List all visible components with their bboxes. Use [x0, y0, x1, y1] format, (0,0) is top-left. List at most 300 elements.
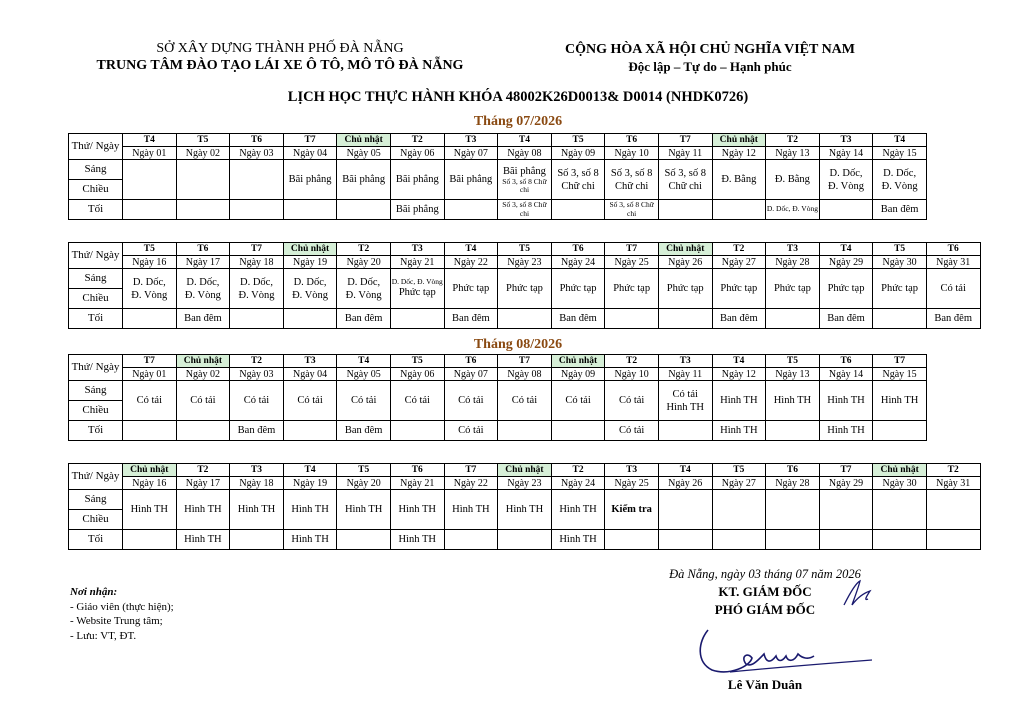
night-session-cell [498, 309, 552, 329]
recipient-item: - Lưu: VT, ĐT. [70, 629, 137, 642]
nation-motto: Độc lập – Tự do – Hạnh phúc [628, 59, 792, 74]
night-session-cell: Ban đêm [926, 309, 980, 329]
date-cell: Ngày 29 [819, 477, 873, 490]
org-name: TRUNG TÂM ĐÀO TẠO LÁI XE Ô TÔ, MÔ TÔ ĐÀ NẴNG [96, 58, 464, 73]
day-of-week-cell: T3 [766, 243, 820, 256]
night-session-cell [766, 421, 820, 441]
night-session-cell: Ban đêm [819, 309, 873, 329]
dow-row [69, 464, 981, 477]
day-of-week-cell: T3 [230, 464, 284, 477]
night-session-cell [658, 530, 712, 550]
session-cell [176, 160, 230, 200]
date-cell: Ngày 06 [390, 147, 444, 160]
session-cell [873, 490, 927, 530]
day-of-week-cell: T5 [551, 134, 605, 147]
night-session-cell [444, 530, 498, 550]
day-of-week-cell: Chủ nhật [498, 464, 552, 477]
session-cell [337, 160, 391, 200]
night-session-cell [605, 530, 659, 550]
date-cell: Ngày 19 [283, 477, 337, 490]
session-text: Phức tạp [506, 283, 543, 294]
day-of-week-cell: T6 [819, 355, 873, 368]
national-header [540, 41, 880, 75]
night-session-cell [283, 200, 337, 220]
night-session-cell [230, 309, 284, 329]
date-cell: Ngày 04 [283, 368, 337, 381]
date-cell: Ngày 08 [498, 368, 552, 381]
session-cell [605, 269, 659, 309]
session-text: Số 3, số 8 [557, 167, 599, 179]
night-session-cell [819, 200, 873, 220]
session-cell [551, 269, 605, 309]
session-cell [873, 381, 927, 421]
row-label-dow [69, 464, 123, 490]
date-cell: Ngày 02 [176, 147, 230, 160]
session-cell [873, 160, 927, 200]
session-cell [444, 381, 498, 421]
session-cell [498, 490, 552, 530]
date-cell: Ngày 07 [444, 147, 498, 160]
date-cell: Ngày 19 [283, 256, 337, 269]
morning-row [69, 490, 981, 510]
row-label-night: Tối [69, 421, 123, 441]
date-cell: Ngày 16 [123, 256, 177, 269]
morning-row [69, 269, 981, 289]
session-text: Hình TH [237, 504, 276, 515]
session-text: Phức tạp [398, 287, 436, 299]
date-cell: Ngày 11 [658, 368, 712, 381]
night-row [69, 309, 981, 329]
date-cell: Ngày 13 [766, 368, 820, 381]
session-text: D. Dốc, Đ. Vòng [391, 276, 443, 286]
date-cell: Ngày 01 [123, 368, 177, 381]
row-label-night: Tối [69, 309, 123, 329]
day-of-week-cell: T7 [283, 134, 337, 147]
day-of-week-cell: T4 [819, 243, 873, 256]
session-text: Có tải [190, 395, 216, 406]
session-cell [444, 269, 498, 309]
day-of-week-cell: T6 [390, 464, 444, 477]
session-text: Có tải [672, 388, 698, 400]
session-text: Có tải [243, 395, 270, 406]
row-label-morning: Sáng [69, 490, 123, 510]
signer-name: Lê Văn Duân [727, 677, 803, 692]
night-session-cell [123, 421, 177, 441]
session-text: Hình TH [773, 395, 812, 406]
session-cell [230, 269, 284, 309]
night-session-cell [819, 530, 873, 550]
night-session-cell: Ban đêm [444, 309, 498, 329]
row-label-afternoon: Chiều [69, 180, 123, 200]
session-cell [605, 490, 659, 530]
morning-row [69, 381, 927, 401]
night-session-cell: Hình TH [390, 530, 444, 550]
night-session-cell: Hình TH [712, 421, 766, 441]
session-text: Hình TH [452, 504, 490, 515]
day-of-week-cell: T2 [605, 355, 659, 368]
session-cell [498, 269, 552, 309]
date-row [69, 256, 981, 269]
date-row [69, 477, 981, 490]
day-of-week-cell: T4 [498, 134, 552, 147]
session-text: Hình TH [720, 395, 758, 406]
date-cell: Ngày 01 [123, 147, 177, 160]
session-text: Phức tạp [452, 283, 490, 294]
initials-signature [840, 575, 876, 611]
date-cell: Ngày 20 [337, 477, 391, 490]
session-text: Có tải [940, 283, 966, 294]
date-cell: Ngày 30 [873, 477, 927, 490]
session-text: Phức tạp [666, 283, 704, 294]
night-session-cell [551, 200, 605, 220]
night-session-cell [390, 421, 444, 441]
row-label-dow [69, 355, 123, 381]
session-text: Số 3, số 8 [610, 167, 653, 179]
date-cell: Ngày 17 [176, 256, 230, 269]
session-text: Có tải [404, 395, 430, 406]
session-text: D. Dốc, [186, 276, 220, 288]
day-of-week-cell: T7 [444, 464, 498, 477]
date-cell: Ngày 20 [337, 256, 391, 269]
day-of-week-cell: T4 [658, 464, 712, 477]
recipients-title: Nơi nhận: [70, 586, 118, 598]
date-cell: Ngày 13 [766, 147, 820, 160]
date-cell: Ngày 24 [551, 256, 605, 269]
day-of-week-cell: T5 [123, 243, 177, 256]
day-of-week-cell: T6 [551, 243, 605, 256]
session-cell [176, 269, 230, 309]
session-text: Kiểm tra [611, 504, 652, 515]
session-text: Chữ chi [561, 180, 595, 192]
session-cell [123, 160, 177, 200]
organization-header [80, 40, 480, 74]
session-cell [176, 490, 230, 530]
day-of-week-cell: T3 [390, 243, 444, 256]
day-of-week-cell: T2 [337, 243, 391, 256]
session-text: Hình TH [880, 395, 919, 406]
night-session-cell: Số 3, số 8 Chữ chi [498, 200, 552, 220]
day-of-week-cell: T6 [926, 243, 980, 256]
session-text: Có tải [511, 395, 538, 406]
night-session-cell: D. Dốc, Đ. Vòng [766, 200, 820, 220]
row-label-dow [69, 243, 123, 269]
day-of-week-cell: T6 [605, 134, 659, 147]
date-cell: Ngày 21 [390, 477, 444, 490]
session-cell [123, 490, 177, 530]
session-text: Phức tạp [773, 283, 811, 294]
day-of-week-cell: T5 [766, 355, 820, 368]
night-session-cell [551, 421, 605, 441]
date-cell: Ngày 31 [926, 256, 980, 269]
night-session-cell [498, 421, 552, 441]
row-label-dow [69, 134, 123, 160]
session-text: Hình TH [827, 395, 865, 406]
session-cell [819, 160, 873, 200]
date-cell: Ngày 25 [605, 256, 659, 269]
session-text: Phức tạp [720, 283, 758, 294]
date-cell: Ngày 12 [712, 147, 766, 160]
session-text: Phức tạp [881, 283, 919, 294]
row-label-morning: Sáng [69, 269, 123, 289]
day-of-week-cell: Chủ nhật [658, 243, 712, 256]
day-of-week-cell: T5 [176, 134, 230, 147]
night-session-cell: Số 3, số 8 Chữ chi [605, 200, 659, 220]
session-cell [551, 490, 605, 530]
session-cell [605, 381, 659, 421]
date-cell: Ngày 21 [390, 256, 444, 269]
night-session-cell: Có tải [444, 421, 498, 441]
document-title: LỊCH HỌC THỰC HÀNH KHÓA 48002K26D0013& D0014 (NHDK0726) [287, 89, 749, 105]
day-of-week-cell: T6 [176, 243, 230, 256]
day-of-week-cell: Chủ nhật [176, 355, 230, 368]
session-text: Có tải [618, 395, 645, 406]
session-cell [819, 381, 873, 421]
night-row [69, 421, 927, 441]
night-session-cell [873, 309, 927, 329]
dow-row [69, 243, 981, 256]
session-text: Có tải [297, 395, 323, 406]
day-of-week-cell: T3 [819, 134, 873, 147]
night-session-cell [873, 421, 927, 441]
row-label-text: Thứ/ Ngày [71, 140, 120, 152]
day-of-week-cell: Chủ nhật [551, 355, 605, 368]
session-text: Bãi phẳng [342, 174, 386, 185]
day-of-week-cell: T3 [283, 355, 337, 368]
session-text: Có tải [565, 395, 591, 406]
session-text: Phức tạp [827, 283, 865, 294]
session-text: Bãi phẳng [395, 174, 439, 185]
session-cell [766, 490, 820, 530]
session-cell [926, 269, 980, 309]
session-text: Có tải [458, 395, 484, 406]
date-cell: Ngày 02 [176, 368, 230, 381]
session-cell [230, 490, 284, 530]
session-cell [658, 490, 712, 530]
session-text: Hình TH [344, 504, 383, 515]
night-session-cell: Ban đêm [337, 309, 391, 329]
session-text: D. Dốc, [240, 276, 273, 288]
session-cell [337, 381, 391, 421]
signing-date: Đà Nẵng, ngày 03 tháng 07 năm 2026 [669, 567, 861, 581]
day-of-week-cell: T4 [337, 355, 391, 368]
night-session-cell [873, 530, 927, 550]
row-label-text: Thứ/ Ngày [71, 361, 120, 373]
night-row [69, 530, 981, 550]
day-of-week-cell: T3 [658, 355, 712, 368]
day-of-week-cell: T7 [123, 355, 177, 368]
date-cell: Ngày 27 [712, 256, 766, 269]
session-text: Đ. Vòng [292, 289, 329, 301]
session-text: Hình TH [398, 504, 436, 515]
session-text: Hình TH [130, 504, 169, 515]
night-session-cell: Bãi phẳng [390, 200, 444, 220]
day-of-week-cell: T7 [230, 243, 284, 256]
day-of-week-cell: Chủ nhật [712, 134, 766, 147]
row-label-morning: Sáng [69, 160, 123, 180]
handwritten-signature [690, 622, 880, 680]
session-cell [873, 269, 927, 309]
night-session-cell [498, 530, 552, 550]
day-of-week-cell: T7 [873, 355, 927, 368]
date-cell: Ngày 22 [444, 256, 498, 269]
session-text: Đ. Bằng [721, 174, 757, 185]
session-text: Đ. Vòng [238, 289, 275, 301]
date-cell: Ngày 24 [551, 477, 605, 490]
night-session-cell [283, 309, 337, 329]
schedule-table-july-2 [68, 242, 981, 329]
date-cell: Ngày 14 [819, 368, 873, 381]
morning-row [69, 160, 927, 180]
session-cell [551, 381, 605, 421]
night-session-cell: Ban đêm [551, 309, 605, 329]
session-cell [444, 490, 498, 530]
date-cell: Ngày 29 [819, 256, 873, 269]
session-text: Phức tạp [559, 283, 597, 294]
session-text: Đ. Vòng [131, 289, 168, 301]
night-session-cell [712, 530, 766, 550]
session-cell [390, 490, 444, 530]
session-cell [658, 160, 712, 200]
date-cell: Ngày 11 [658, 147, 712, 160]
day-of-week-cell: T2 [766, 134, 820, 147]
day-of-week-cell: T2 [176, 464, 230, 477]
row-label-text: Thứ/ Ngày [71, 249, 120, 261]
signer-role-primary: KT. GIÁM ĐỐC [718, 584, 812, 599]
date-cell: Ngày 23 [498, 256, 552, 269]
day-of-week-cell: Chủ nhật [337, 134, 391, 147]
session-text: D. Dốc, [829, 167, 863, 179]
date-cell: Ngày 18 [230, 477, 284, 490]
nation-name: CỘNG HÒA XÃ HỘI CHỦ NGHĨA VIỆT NAM [564, 42, 855, 57]
date-cell: Ngày 15 [873, 368, 927, 381]
month-heading-july: Tháng 07/2026 [473, 114, 563, 129]
session-cell [712, 160, 766, 200]
row-label-afternoon: Chiều [69, 401, 123, 421]
session-text: D. Dốc, [293, 276, 327, 288]
session-cell [819, 490, 873, 530]
date-cell: Ngày 31 [926, 477, 980, 490]
night-session-cell: Ban đêm [230, 421, 284, 441]
night-session-cell [123, 530, 177, 550]
night-session-cell [230, 530, 284, 550]
night-session-cell [283, 421, 337, 441]
session-cell [123, 381, 177, 421]
night-session-cell: Ban đêm [873, 200, 927, 220]
recipients-block [70, 585, 174, 643]
night-session-cell [766, 530, 820, 550]
day-of-week-cell: T3 [444, 134, 498, 147]
date-cell: Ngày 22 [444, 477, 498, 490]
night-row [69, 200, 927, 220]
date-cell: Ngày 14 [819, 147, 873, 160]
session-text: Hình TH [666, 401, 704, 413]
session-text: Hình TH [505, 504, 544, 515]
day-of-week-cell: T2 [926, 464, 980, 477]
day-of-week-cell: T2 [230, 355, 284, 368]
session-text: Bãi phẳng [503, 165, 546, 177]
date-cell: Ngày 12 [712, 368, 766, 381]
night-session-cell [176, 200, 230, 220]
row-label-night: Tối [69, 200, 123, 220]
row-label-afternoon: Chiều [69, 289, 123, 309]
session-cell [766, 381, 820, 421]
night-session-cell: Ban đêm [712, 309, 766, 329]
schedule-table-august-1 [68, 354, 927, 441]
session-cell [658, 269, 712, 309]
session-cell [926, 490, 980, 530]
session-text: Bãi phẳng [288, 174, 332, 185]
dow-row [69, 134, 927, 147]
day-of-week-cell: T4 [123, 134, 177, 147]
day-of-week-cell: T5 [337, 464, 391, 477]
night-session-cell [658, 200, 712, 220]
night-session-cell: Hình TH [819, 421, 873, 441]
night-session-cell: Hình TH [551, 530, 605, 550]
date-row [69, 368, 927, 381]
day-of-week-cell: T5 [873, 243, 927, 256]
session-cell [283, 269, 337, 309]
day-of-week-cell: T4 [873, 134, 927, 147]
session-cell [712, 269, 766, 309]
session-text: Hình TH [559, 504, 597, 515]
session-text: Đ. Bằng [774, 174, 810, 185]
date-cell: Ngày 04 [283, 147, 337, 160]
date-cell: Ngày 16 [123, 477, 177, 490]
session-text: Hình TH [184, 504, 222, 515]
night-session-cell: Hình TH [283, 530, 337, 550]
day-of-week-cell: T7 [498, 355, 552, 368]
session-cell [230, 381, 284, 421]
session-cell [444, 160, 498, 200]
day-of-week-cell: T7 [658, 134, 712, 147]
day-of-week-cell: T6 [766, 464, 820, 477]
date-cell: Ngày 15 [873, 147, 927, 160]
session-cell [283, 381, 337, 421]
session-cell [498, 381, 552, 421]
session-text: Đ. Vòng [184, 289, 221, 301]
org-parent-name: SỞ XÂY DỰNG THÀNH PHỐ ĐÀ NẴNG [156, 41, 404, 56]
session-text: Hình TH [291, 504, 329, 515]
date-cell: Ngày 10 [605, 368, 659, 381]
schedule-table-july-1 [68, 133, 927, 220]
session-text: Chữ chi [614, 180, 649, 192]
day-of-week-cell: T4 [712, 355, 766, 368]
date-row [69, 147, 927, 160]
day-of-week-cell: T2 [551, 464, 605, 477]
session-cell [390, 381, 444, 421]
night-session-cell [337, 530, 391, 550]
signer-role-secondary: PHÓ GIÁM ĐỐC [714, 602, 816, 617]
date-cell: Ngày 09 [551, 368, 605, 381]
date-cell: Ngày 23 [498, 477, 552, 490]
date-cell: Ngày 03 [230, 368, 284, 381]
session-cell [766, 160, 820, 200]
dow-row [69, 355, 927, 368]
session-cell [766, 269, 820, 309]
day-of-week-cell: T6 [444, 355, 498, 368]
day-of-week-cell: T3 [605, 464, 659, 477]
night-session-cell [337, 200, 391, 220]
night-session-cell [444, 200, 498, 220]
session-cell [123, 269, 177, 309]
day-of-week-cell: T6 [230, 134, 284, 147]
day-of-week-cell: Chủ nhật [123, 464, 177, 477]
night-session-cell [712, 200, 766, 220]
session-cell [283, 490, 337, 530]
day-of-week-cell: T5 [498, 243, 552, 256]
date-cell: Ngày 26 [658, 256, 712, 269]
session-cell [712, 490, 766, 530]
